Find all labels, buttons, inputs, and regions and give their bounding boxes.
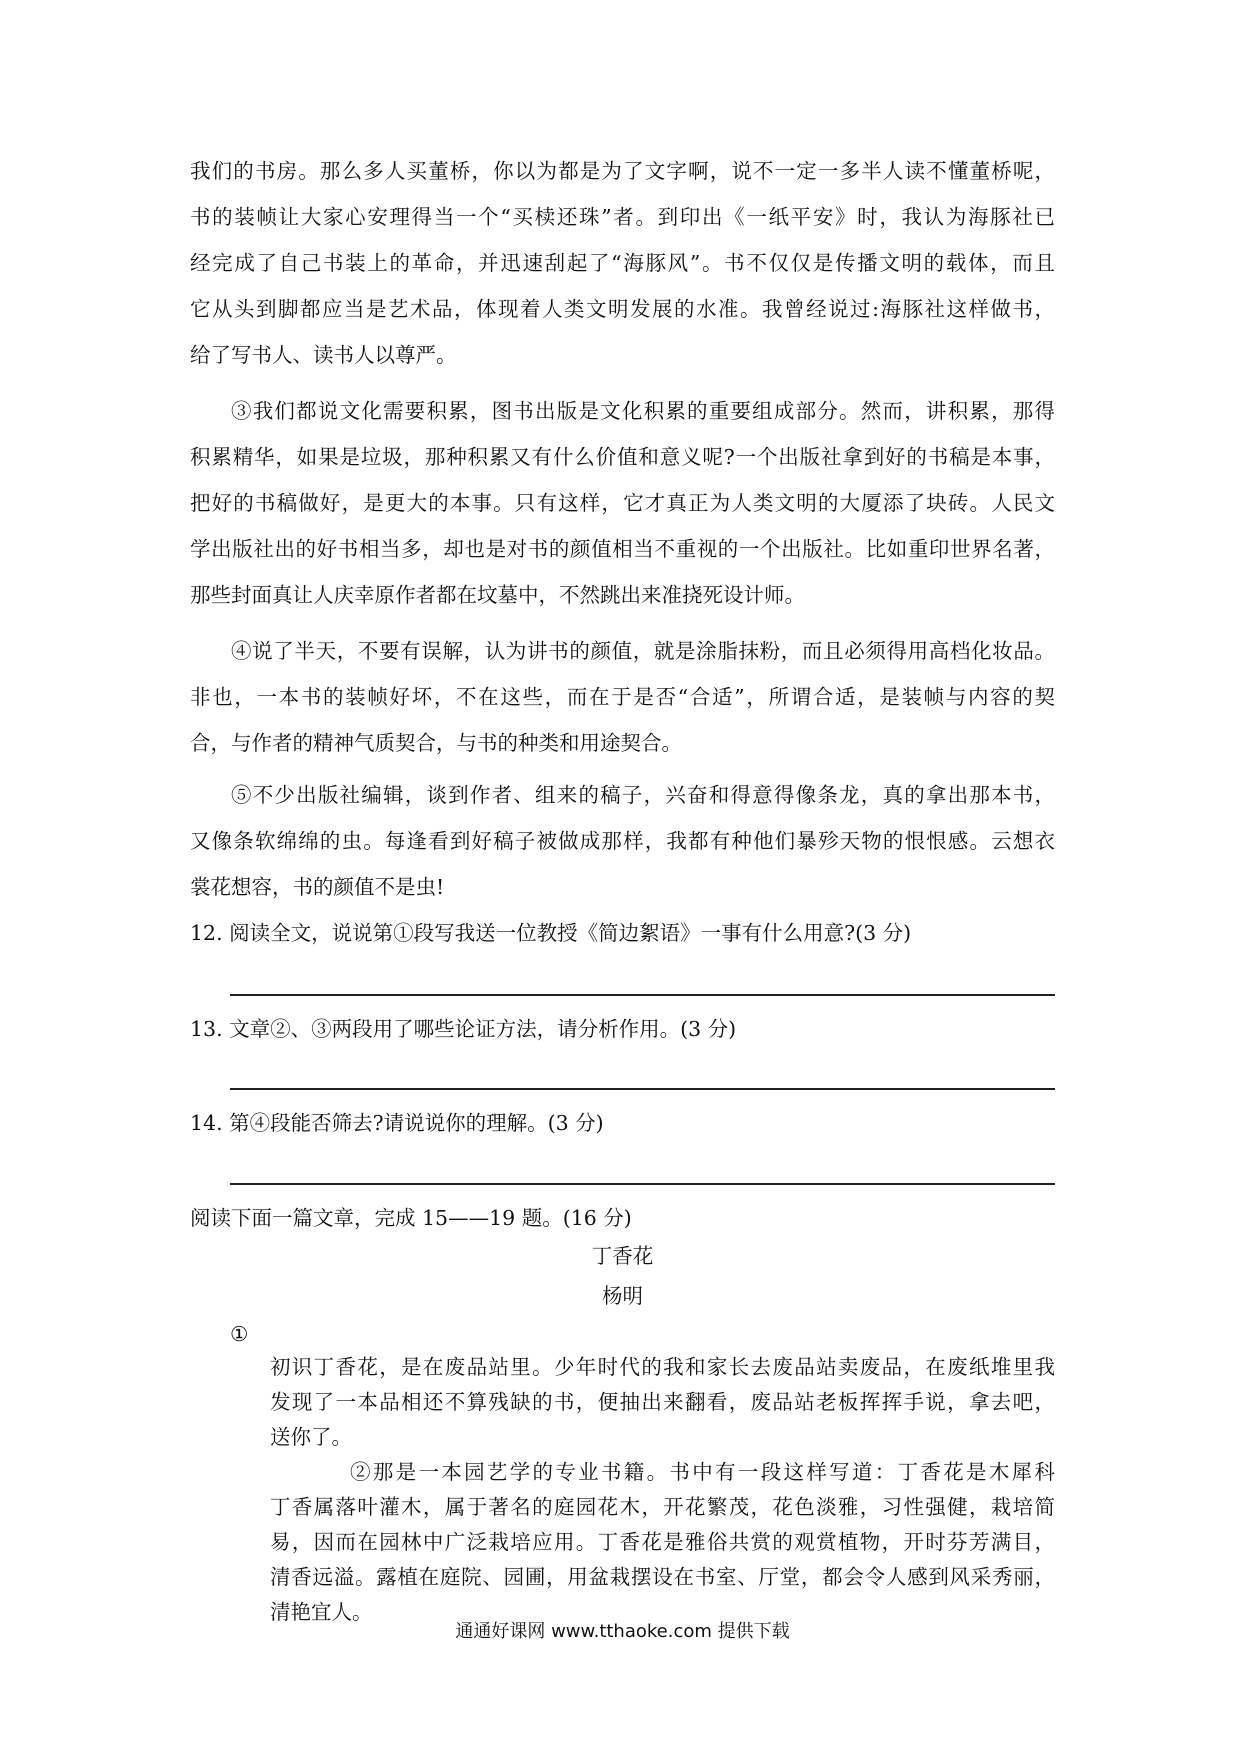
article-paragraph-5 <box>190 772 1055 910</box>
text-line: 非也，一本书的装帧好坏，不在这些，而在于是否“合适”，所谓合适，是装帧与内容的契 <box>190 685 1055 709</box>
question-12: 12. 阅读全文，说说第①段写我送一位教授《简边絮语》一事有什么用意?(3 分) <box>190 921 912 945</box>
article-paragraph-4 <box>190 628 1055 766</box>
story-paragraph-1 <box>270 1350 1055 1455</box>
answer-line-14[interactable] <box>230 1183 1055 1185</box>
text-line: ⑤不少出版社编辑，谈到作者、组来的稿子，兴奋和得意得像条龙，真的拿出那本书， <box>231 783 1055 807</box>
text-line: ②那是一本园艺学的专业书籍。书中有一段这样写道：丁香花是木犀科 <box>350 1460 1055 1484</box>
text-line: 裳花想容，书的颜值不是虫! <box>190 875 445 899</box>
text-line: 发现了一本品相还不算残缺的书，便抽出来翻看，废品站老板挥挥手说，拿去吧， <box>270 1390 1055 1414</box>
paragraph-marker-1: ① <box>230 1322 249 1346</box>
text-line: 书的装帧让大家心安理得当一个“买椟还珠”者。到印出《一纸平安》时，我认为海豚社已 <box>190 205 1055 229</box>
article-title: 丁香花 <box>591 1244 654 1268</box>
text-line: 给了写书人、读书人以尊严。 <box>190 343 457 367</box>
text-line: 我们的书房。那么多人买董桥，你以为都是为了文字啊，说不一定一多半人读不懂董桥呢， <box>190 159 1055 183</box>
text-line: 清香远溢。露植在庭院、园圃，用盆栽摆设在书室、厅堂，都会令人感到风采秀丽， <box>270 1565 1055 1589</box>
text-line: 它从头到脚都应当是艺术品，体现着人类文明发展的水准。我曾经说过:海豚社这样做书， <box>190 297 1055 321</box>
text-line: 积累精华，如果是垃圾，那种积累又有什么价值和意义呢?一个出版社拿到好的书稿是本事， <box>190 445 1055 469</box>
text-line: ③我们都说文化需要积累，图书出版是文化积累的重要组成部分。然而，讲积累，那得 <box>231 399 1055 423</box>
text-line: 又像条软绵绵的虫。每逢看到好稿子被做成那样，我都有种他们暴殄天物的恨恨感。云想衣 <box>190 829 1055 853</box>
text-line: 清艳宜人。 <box>270 1600 373 1624</box>
article-paragraph-intro <box>190 148 1055 378</box>
text-line: 送你了。 <box>270 1425 352 1449</box>
text-line: 经完成了自己书装上的革命，并迅速刮起了“海豚风”。书不仅仅是传播文明的载体，而且 <box>190 251 1055 275</box>
article-author: 杨明 <box>602 1284 643 1308</box>
text-line: 合，与作者的精神气质契合，与书的种类和用途契合。 <box>190 731 682 755</box>
question-14: 14. 第④段能否筛去?请说说你的理解。(3 分) <box>190 1111 604 1135</box>
text-line: 初识丁香花，是在废品站里。少年时代的我和家长去废品站卖废品，在废纸堆里我 <box>270 1355 1055 1379</box>
question-13: 13. 文章②、③两段用了哪些论证方法，请分析作用。(3 分) <box>190 1017 737 1041</box>
section-instruction: 阅读下面一篇文章，完成 15——19 题。(16 分) <box>190 1206 632 1230</box>
story-paragraph-2 <box>270 1455 1055 1630</box>
answer-line-13[interactable] <box>230 1088 1055 1090</box>
page-footer: 通通好课网 www.tthaoke.com 提供下载 <box>455 1621 790 1642</box>
text-line: 丁香属落叶灌木，属于著名的庭园花木，开花繁茂，花色淡雅，习性强健，栽培简 <box>270 1495 1055 1519</box>
text-line: ④说了半天，不要有误解，认为讲书的颜值，就是涂脂抹粉，而且必须得用高档化妆品。 <box>231 639 1055 663</box>
text-line: 学出版社出的好书相当多，却也是对书的颜值相当不重视的一个出版社。比如重印世界名著， <box>190 537 1055 561</box>
text-line: 易，因而在园林中广泛栽培应用。丁香花是雅俗共赏的观赏植物，开时芬芳满目， <box>270 1530 1055 1554</box>
text-line: 那些封面真让人庆幸原作者都在坟墓中，不然跳出来准挠死设计师。 <box>190 583 805 607</box>
answer-line-12[interactable] <box>230 994 1055 996</box>
article-paragraph-3 <box>190 388 1055 618</box>
text-line: 把好的书稿做好，是更大的本事。只有这样，它才真正为人类文明的大厦添了块砖。人民文 <box>190 491 1055 515</box>
